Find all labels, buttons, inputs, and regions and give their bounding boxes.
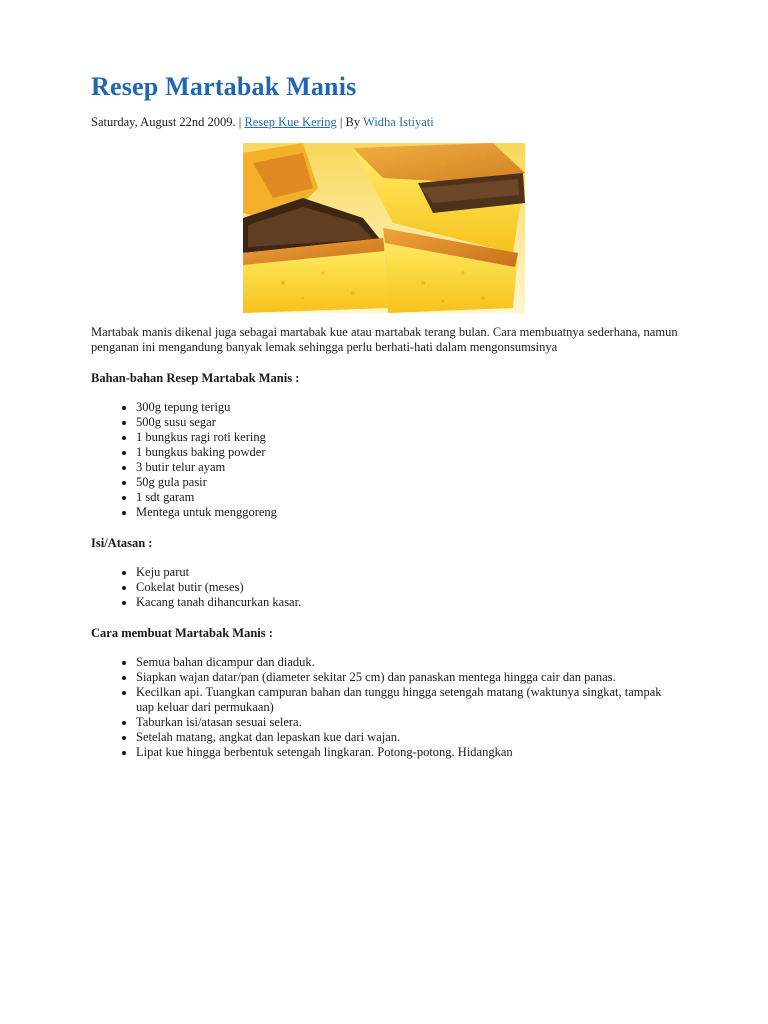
section-heading-bahan: Bahan-bahan Resep Martabak Manis : [91,371,300,385]
list-item: • 1 sdt garam [136,490,681,505]
list-item: • Semua bahan dicampur dan diaduk. [136,655,681,670]
list-item: • Cokelat butir (meses) [136,580,681,595]
martabak-photo [243,143,525,313]
section-heading-isi: Isi/Atasan : [91,536,153,550]
list-item: • Keju parut [136,565,681,580]
intro-paragraph: Martabak manis dikenal juga sebagai martabak kue atau martabak terang bulan. Cara membuatnya sederhana, namun penganan ini mengandung banyak lemak sehingga perlu berhati-hati dalam mengonsumsinya [91,325,678,354]
list-item: • 50g gula pasir [136,475,681,490]
list-item: • 1 bungkus ragi roti kering [136,430,681,445]
list-item: • 1 bungkus baking powder [136,445,681,460]
steps-list [91,655,681,760]
post-meta [91,115,434,130]
list-item: • 300g tepung terigu [136,400,681,415]
list-item: • Siapkan wajan datar/pan (diameter sekitar 25 cm) dan panaskan mentega hingga cair dan panas. [136,670,681,685]
article-body [91,325,681,760]
post-date: Saturday, August 22nd 2009. | [91,115,242,129]
category-link[interactable]: Resep Kue Kering [244,115,337,129]
section-heading-cara: Cara membuat Martabak Manis : [91,626,273,640]
ingredient-list [91,400,681,520]
martabak-photo-icon [243,143,525,313]
list-item: • Mentega untuk menggoreng [136,505,681,520]
list-item: • Kacang tanah dihancurkan kasar. [136,595,681,610]
by-separator: | By [339,115,361,129]
list-item: • 500g susu segar [136,415,681,430]
list-item: • Taburkan isi/atasan sesuai selera. [136,715,681,730]
list-item: • Lipat kue hingga berbentuk setengah lingkaran. Potong-potong. Hidangkan [136,745,681,760]
page-title: Resep Martabak Manis [91,72,357,101]
list-item: • 3 butir telur ayam [136,460,681,475]
topping-list [91,565,681,610]
list-item: • Kecilkan api. Tuangkan campuran bahan dan tunggu hingga setengah matang (waktunya singkat, tampak uap keluar dari permukaan) [136,685,681,715]
author-name: Widha Istiyati [363,115,434,129]
list-item: • Setelah matang, angkat dan lepaskan kue dari wajan. [136,730,681,745]
